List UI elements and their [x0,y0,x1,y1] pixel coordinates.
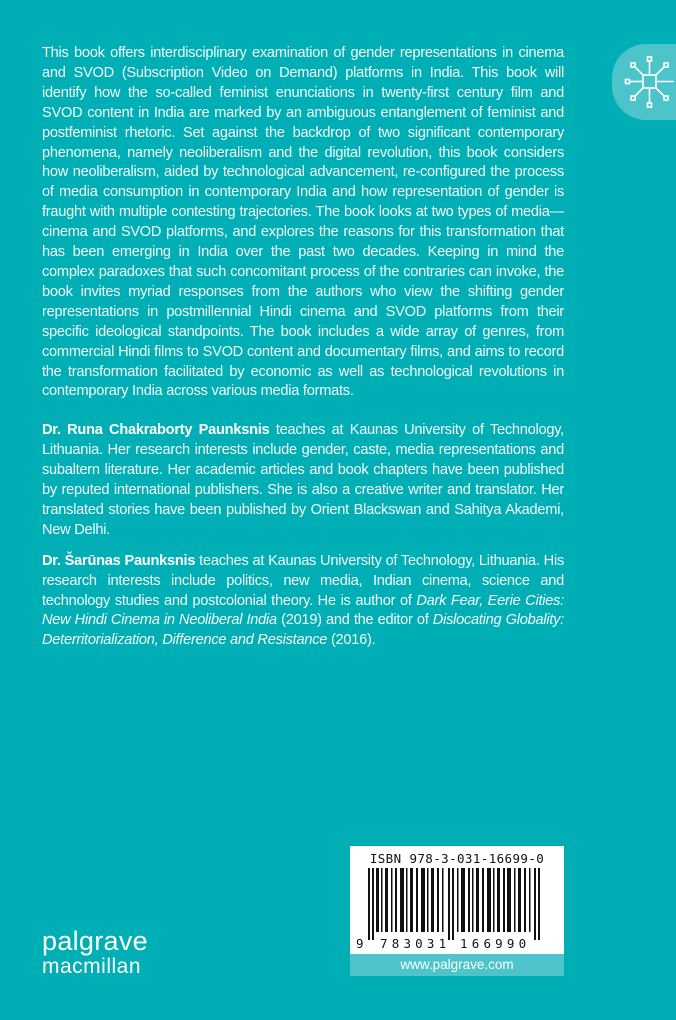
author-name-2: Dr. Šarūnas Paunksnis [42,552,196,569]
author-name-1: Dr. Runa Chakraborty Paunksnis [42,422,270,439]
author-bio-1 [42,421,564,540]
barcode-digits-right: 166990 [460,936,531,951]
book-title-2: Dislocating Globality: Deterritorialization, Difference and Resistance [42,612,564,649]
back-cover-text [42,44,564,670]
barcode-digit-first: 9 [356,936,364,951]
isbn-label: ISBN 978-3-031-16699-0 [369,851,545,866]
barcode-digits-left: 783031 [380,936,451,951]
publisher-url: www.palgrave.com [350,954,564,976]
book-description: This book offers interdisciplinary examination of gender representations in cinema and SVOD (Subscription Video on Demand) platforms in India. This book will identify how the so-called feminist enunciations in twenty-first century film and SVOD content in India are marked by an ambiguous entanglement of feminist and postfeminist rhetoric. Set against the backdrop of two significant contemporary phenomena, namely neoliberalism and the digital revolution, this book considers how neoliberalism, aided by technological advancement, re-configured the process of media consumption in contemporary India and how representation of gender is fraught with multiple contesting trajectories. The book looks at two types of media—cinema and SVOD platforms, and explores the reasons for this transformation that has been emerging in India over the past two decades. Keeping in mind the complex paradoxes that such concomitant process of the contraries can invoke, the book invites myriad responses from the authors who view the shifting gender representations in postmillennial Hindi cinema and SVOD platforms from their specific ideological standpoints. The book includes a wide array of genres, from commercial Hindi films to SVOD content and documentary films, and aims to record the transformation facilitated by economic as well as technological revolutions in contemporary India across various media formats. [42,45,564,400]
author-bio-1-text: teaches at Kaunas University of Technology, Lithuania. Her research interests include gender, caste, media representations and subaltern literature. Her academic articles and book chapters have been published by reputed international publishers. She is also a creative writer and translator. Her translated stories have been published by Orient Blackswan and Sahitya Akademi, New Delhi. [42,422,564,538]
publisher-logo-line2: macmillan [42,955,142,978]
barcode-icon [364,868,550,940]
isbn-barcode-box [350,846,564,976]
publisher-logo-line1: palgrave [42,926,148,956]
series-icon-tab [612,44,676,120]
author-bio-2-text: (2019) and the editor of [276,612,433,629]
book-title-1: Dark Fear, Eerie Cities: New Hindi Cinema in Neoliberal India [42,592,564,629]
author-bio-2-text: teaches at Kaunas University of Technology, Lithuania. His research interests include politics, new media, Indian cinema, science and technology studies and postcolonial theory. He is author of [42,552,565,609]
author-bio-2-text: (2016). [327,632,376,649]
publisher-logo [42,928,148,977]
author-bio-2 [42,552,564,652]
circuit-chip-icon [624,54,676,110]
